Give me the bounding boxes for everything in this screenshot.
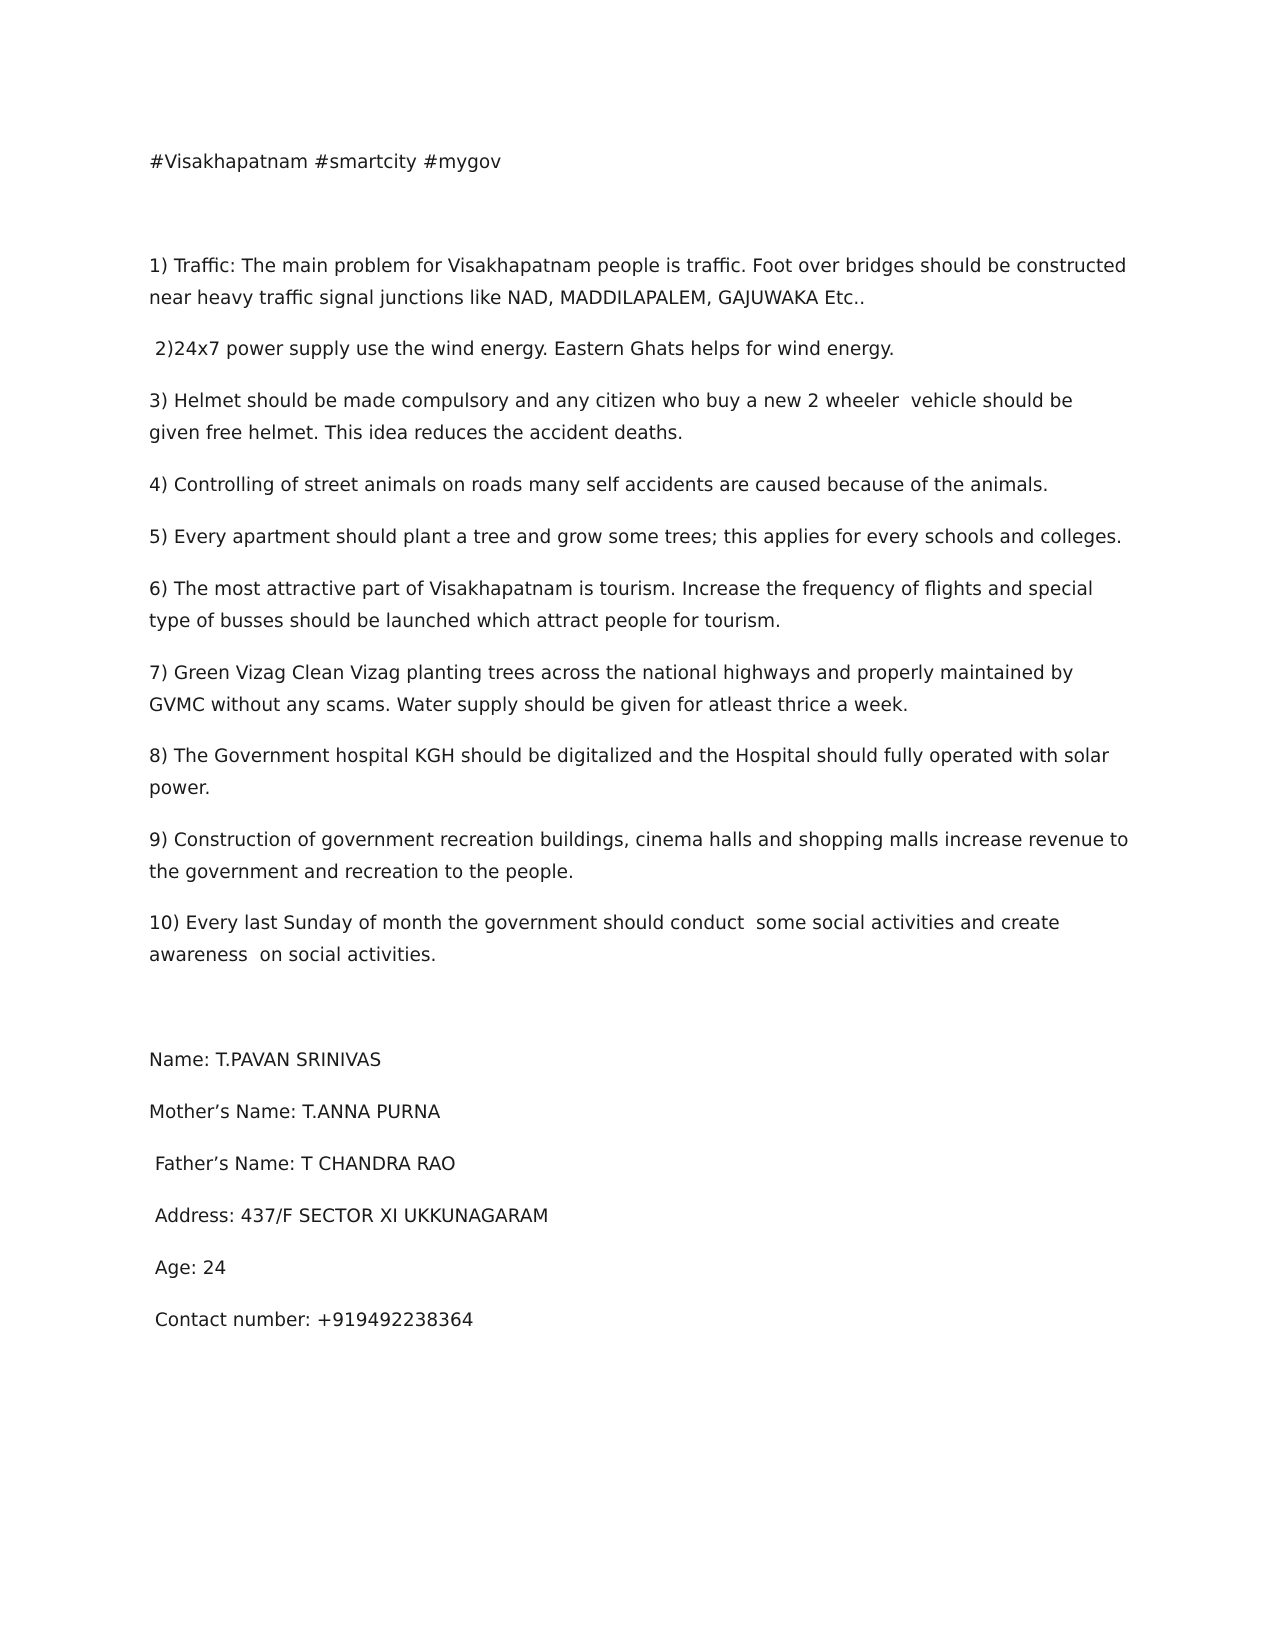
father-name-line: Father’s Name: T CHANDRA RAO xyxy=(149,1154,456,1175)
point-8: 8) The Government hospital KGH should be digitalized and the Hospital should fully operated with solar power. xyxy=(149,746,1115,799)
point-9: 9) Construction of government recreation buildings, cinema halls and shopping malls increase revenue to the government and recreation to the people. xyxy=(149,830,1135,883)
point-6: 6) The most attractive part of Visakhapatnam is tourism. Increase the frequency of flights and special type of busses should be launched which attract people for tourism. xyxy=(149,579,1099,632)
point-1: 1) Traffic: The main problem for Visakhapatnam people is traffic. Foot over bridges should be constructed near heavy traffic signal junctions like NAD, MADDILAPALEM, GAJUWAKA Etc.. xyxy=(149,256,1133,309)
contact-line: Contact number: +919492238364 xyxy=(149,1310,474,1331)
point-10: 10) Every last Sunday of month the government should conduct some social activities and create awareness on social activities. xyxy=(149,913,1066,966)
address-line: Address: 437/F SECTOR XI UKKUNAGARAM xyxy=(149,1206,549,1227)
point-4: 4) Controlling of street animals on roads many self accidents are caused because of the animals. xyxy=(149,475,1049,496)
age-line: Age: 24 xyxy=(149,1258,227,1279)
point-5: 5) Every apartment should plant a tree and grow some trees; this applies for every schools and colleges. xyxy=(149,527,1123,548)
point-3: 3) Helmet should be made compulsory and any citizen who buy a new 2 wheeler vehicle should be given free helmet. This idea reduces the accident deaths. xyxy=(149,391,1079,444)
point-2: 2)24x7 power supply use the wind energy. Eastern Ghats helps for wind energy. xyxy=(149,339,895,360)
name-line: Name: T.PAVAN SRINIVAS xyxy=(149,1050,382,1071)
mother-name-line: Mother’s Name: T.ANNA PURNA xyxy=(149,1102,441,1123)
point-7: 7) Green Vizag Clean Vizag planting trees across the national highways and properly maintained by GVMC without any scams. Water supply should be given for atleast thrice a week. xyxy=(149,663,1080,716)
hashtags: #Visakhapatnam #smartcity #mygov xyxy=(149,152,502,173)
